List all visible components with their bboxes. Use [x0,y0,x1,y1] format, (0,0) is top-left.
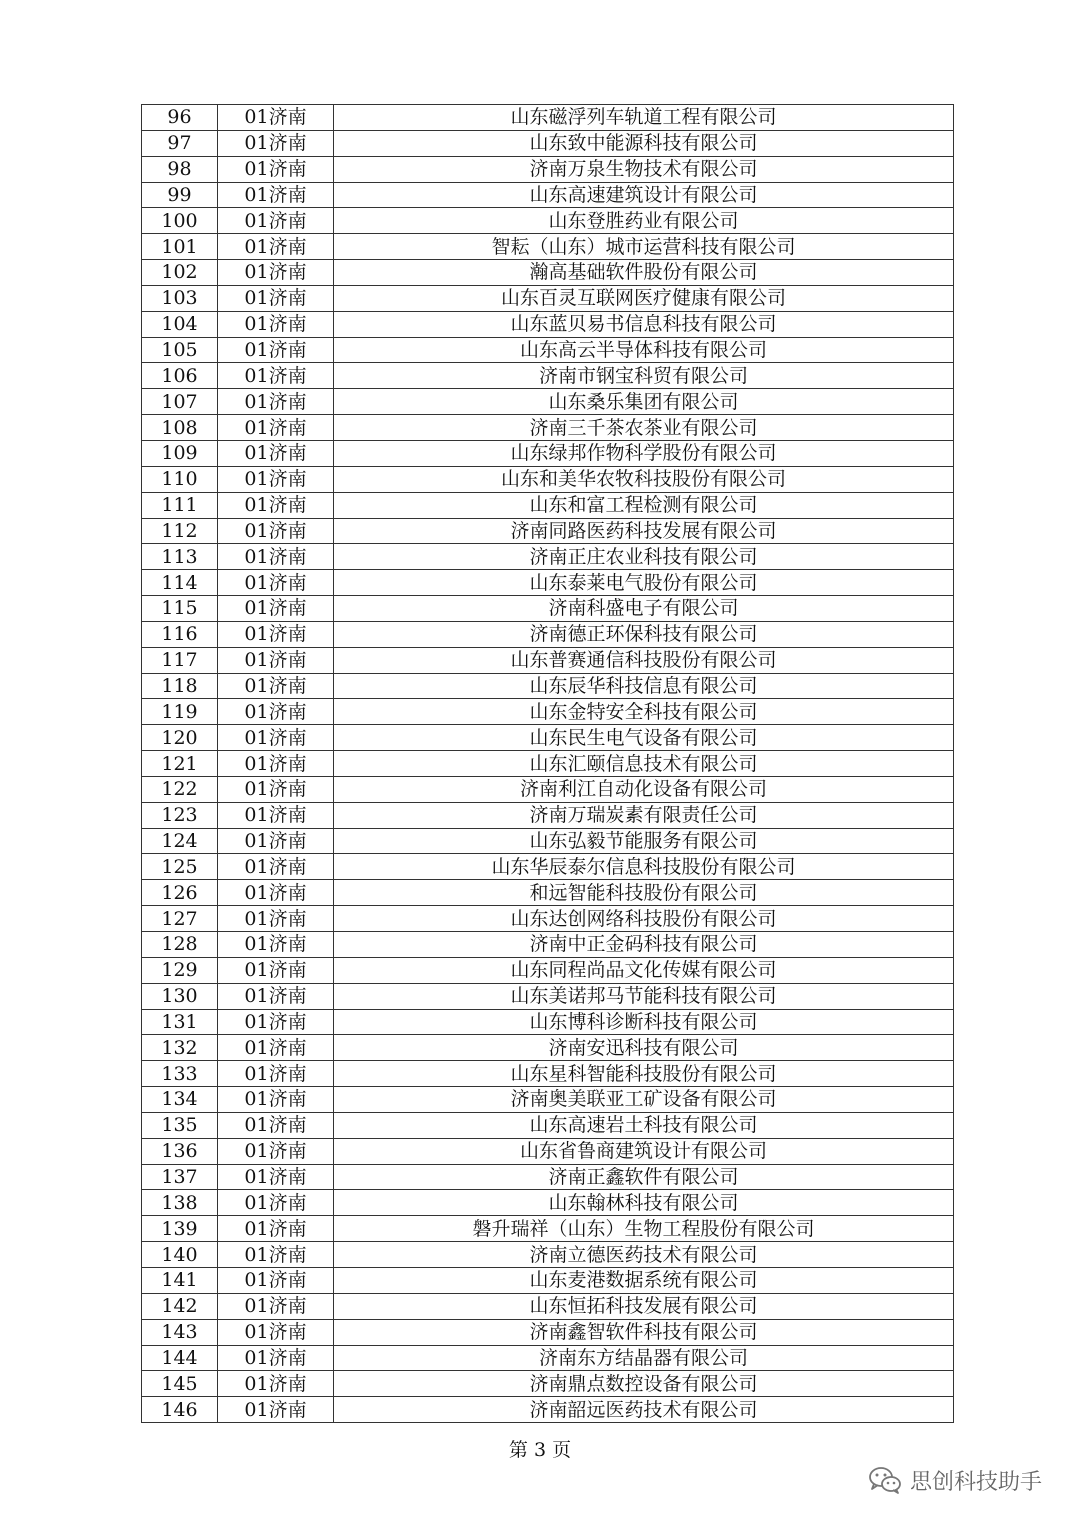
company-name-cell: 山东麦港数据系统有限公司 [334,1267,954,1293]
company-name-cell: 山东民生电气设备有限公司 [334,725,954,751]
table-row [142,673,954,699]
row-number-cell: 134 [142,1087,218,1113]
region-cell: 01济南 [218,1216,334,1242]
region-cell: 01济南 [218,466,334,492]
row-number-cell: 110 [142,466,218,492]
region-cell: 01济南 [218,544,334,570]
region-cell: 01济南 [218,699,334,725]
row-number-cell: 109 [142,440,218,466]
row-number-cell: 108 [142,415,218,441]
table-row [142,285,954,311]
company-name-cell: 济南正庄农业科技有限公司 [334,544,954,570]
region-cell: 01济南 [218,880,334,906]
table-row [142,1345,954,1371]
company-name-cell: 山东汇颐信息技术有限公司 [334,751,954,777]
table-row [142,596,954,622]
company-name-cell: 山东磁浮列车轨道工程有限公司 [334,105,954,131]
table-row [142,932,954,958]
company-name-cell: 山东高速岩土科技有限公司 [334,1112,954,1138]
region-cell: 01济南 [218,854,334,880]
row-number-cell: 123 [142,802,218,828]
region-cell: 01济南 [218,1035,334,1061]
company-name-cell: 山东登胜药业有限公司 [334,208,954,234]
row-number-cell: 137 [142,1164,218,1190]
row-number-cell: 142 [142,1293,218,1319]
company-name-cell: 山东恒拓科技发展有限公司 [334,1293,954,1319]
region-cell: 01济南 [218,130,334,156]
table-row [142,828,954,854]
row-number-cell: 131 [142,1009,218,1035]
table-row [142,1009,954,1035]
row-number-cell: 138 [142,1190,218,1216]
region-cell: 01济南 [218,260,334,286]
row-number-cell: 112 [142,518,218,544]
table-row [142,518,954,544]
row-number-cell: 135 [142,1112,218,1138]
company-name-cell: 山东金特安全科技有限公司 [334,699,954,725]
region-cell: 01济南 [218,802,334,828]
company-name-cell: 济南三千茶农茶业有限公司 [334,415,954,441]
company-name-cell: 瀚高基础软件股份有限公司 [334,260,954,286]
region-cell: 01济南 [218,285,334,311]
company-name-cell: 山东蓝贝易书信息科技有限公司 [334,311,954,337]
row-number-cell: 146 [142,1397,218,1423]
wechat-icon [868,1465,902,1495]
company-name-cell: 磐升瑞祥（山东）生物工程股份有限公司 [334,1216,954,1242]
company-name-cell: 济南安迅科技有限公司 [334,1035,954,1061]
table-row [142,570,954,596]
table-row [142,415,954,441]
company-name-cell: 山东高云半导体科技有限公司 [334,337,954,363]
table-row [142,544,954,570]
row-number-cell: 120 [142,725,218,751]
row-number-cell: 114 [142,570,218,596]
row-number-cell: 96 [142,105,218,131]
table-row [142,1035,954,1061]
row-number-cell: 129 [142,957,218,983]
region-cell: 01济南 [218,673,334,699]
region-cell: 01济南 [218,1061,334,1087]
company-name-cell: 济南立德医药技术有限公司 [334,1242,954,1268]
table-body [142,105,954,1423]
region-cell: 01济南 [218,440,334,466]
row-number-cell: 130 [142,983,218,1009]
table-row [142,389,954,415]
region-cell: 01济南 [218,570,334,596]
row-number-cell: 141 [142,1267,218,1293]
row-number-cell: 133 [142,1061,218,1087]
company-name-cell: 山东博科诊断科技有限公司 [334,1009,954,1035]
table-row [142,699,954,725]
row-number-cell: 126 [142,880,218,906]
region-cell: 01济南 [218,415,334,441]
row-number-cell: 101 [142,234,218,260]
region-cell: 01济南 [218,647,334,673]
region-cell: 01济南 [218,311,334,337]
company-name-cell: 和远智能科技股份有限公司 [334,880,954,906]
watermark [868,1462,1042,1498]
company-name-cell: 智耘（山东）城市运营科技有限公司 [334,234,954,260]
region-cell: 01济南 [218,1293,334,1319]
table-row [142,725,954,751]
region-cell: 01济南 [218,1267,334,1293]
region-cell: 01济南 [218,932,334,958]
table-row [142,751,954,777]
table-row [142,854,954,880]
company-name-cell: 济南德正环保科技有限公司 [334,621,954,647]
company-name-cell: 山东达创网络科技股份有限公司 [334,906,954,932]
table-row [142,621,954,647]
region-cell: 01济南 [218,1112,334,1138]
company-name-cell: 济南鑫智软件科技有限公司 [334,1319,954,1345]
company-name-cell: 山东华辰泰尔信息科技股份有限公司 [334,854,954,880]
region-cell: 01济南 [218,492,334,518]
company-name-cell: 山东桑乐集团有限公司 [334,389,954,415]
company-name-cell: 山东泰莱电气股份有限公司 [334,570,954,596]
region-cell: 01济南 [218,337,334,363]
table-row [142,337,954,363]
table-row [142,1087,954,1113]
table-row [142,880,954,906]
row-number-cell: 140 [142,1242,218,1268]
region-cell: 01济南 [218,105,334,131]
row-number-cell: 121 [142,751,218,777]
table-row [142,492,954,518]
table-row [142,1397,954,1423]
row-number-cell: 117 [142,647,218,673]
row-number-cell: 127 [142,906,218,932]
row-number-cell: 139 [142,1216,218,1242]
region-cell: 01济南 [218,389,334,415]
company-name-cell: 济南万泉生物技术有限公司 [334,156,954,182]
region-cell: 01济南 [218,208,334,234]
table-row [142,105,954,131]
row-number-cell: 122 [142,776,218,802]
company-list-table [141,104,954,1423]
company-name-cell: 济南正鑫软件有限公司 [334,1164,954,1190]
row-number-cell: 106 [142,363,218,389]
company-name-cell: 山东高速建筑设计有限公司 [334,182,954,208]
region-cell: 01济南 [218,156,334,182]
row-number-cell: 124 [142,828,218,854]
region-cell: 01济南 [218,776,334,802]
region-cell: 01济南 [218,751,334,777]
region-cell: 01济南 [218,182,334,208]
row-number-cell: 104 [142,311,218,337]
company-name-cell: 山东辰华科技信息有限公司 [334,673,954,699]
company-name-cell: 济南鼎点数控设备有限公司 [334,1371,954,1397]
company-name-cell: 济南韶远医药技术有限公司 [334,1397,954,1423]
region-cell: 01济南 [218,1138,334,1164]
table-row [142,234,954,260]
table-row [142,260,954,286]
region-cell: 01济南 [218,1087,334,1113]
row-number-cell: 119 [142,699,218,725]
company-name-cell: 山东绿邦作物科学股份有限公司 [334,440,954,466]
table-row [142,906,954,932]
row-number-cell: 99 [142,182,218,208]
region-cell: 01济南 [218,1397,334,1423]
table-row [142,130,954,156]
table-row [142,957,954,983]
table-row [142,1164,954,1190]
row-number-cell: 118 [142,673,218,699]
company-name-cell: 山东致中能源科技有限公司 [334,130,954,156]
row-number-cell: 111 [142,492,218,518]
row-number-cell: 145 [142,1371,218,1397]
region-cell: 01济南 [218,725,334,751]
company-name-cell: 济南利江自动化设备有限公司 [334,776,954,802]
region-cell: 01济南 [218,234,334,260]
page-number: 第 3 页 [508,1439,572,1461]
company-name-cell: 山东美诺邦马节能科技有限公司 [334,983,954,1009]
table-row [142,1112,954,1138]
table-row [142,1319,954,1345]
row-number-cell: 102 [142,260,218,286]
table-row [142,1242,954,1268]
row-number-cell: 100 [142,208,218,234]
table-row [142,983,954,1009]
row-number-cell: 128 [142,932,218,958]
row-number-cell: 105 [142,337,218,363]
company-name-cell: 山东和富工程检测有限公司 [334,492,954,518]
company-name-cell: 济南万瑞炭素有限责任公司 [334,802,954,828]
company-name-cell: 山东翰林科技有限公司 [334,1190,954,1216]
company-name-cell: 山东和美华农牧科技股份有限公司 [334,466,954,492]
table-row [142,1267,954,1293]
company-name-cell: 山东省鲁商建筑设计有限公司 [334,1138,954,1164]
region-cell: 01济南 [218,363,334,389]
row-number-cell: 113 [142,544,218,570]
table-row [142,440,954,466]
region-cell: 01济南 [218,1319,334,1345]
company-name-cell: 济南科盛电子有限公司 [334,596,954,622]
company-name-cell: 山东普赛通信科技股份有限公司 [334,647,954,673]
company-name-cell: 济南同路医药科技发展有限公司 [334,518,954,544]
table-row [142,776,954,802]
region-cell: 01济南 [218,596,334,622]
table-row [142,208,954,234]
company-name-cell: 山东弘毅节能服务有限公司 [334,828,954,854]
row-number-cell: 97 [142,130,218,156]
table-row [142,1061,954,1087]
table-row [142,363,954,389]
table-row [142,156,954,182]
table-row [142,1293,954,1319]
region-cell: 01济南 [218,906,334,932]
company-name-cell: 山东百灵互联网医疗健康有限公司 [334,285,954,311]
region-cell: 01济南 [218,621,334,647]
region-cell: 01济南 [218,518,334,544]
company-name-cell: 济南中正金码科技有限公司 [334,932,954,958]
region-cell: 01济南 [218,828,334,854]
row-number-cell: 107 [142,389,218,415]
row-number-cell: 143 [142,1319,218,1345]
row-number-cell: 116 [142,621,218,647]
row-number-cell: 125 [142,854,218,880]
table-row [142,466,954,492]
company-name-cell: 济南市钢宝科贸有限公司 [334,363,954,389]
region-cell: 01济南 [218,1009,334,1035]
company-name-cell: 济南奥美联亚工矿设备有限公司 [334,1087,954,1113]
table-row [142,1216,954,1242]
region-cell: 01济南 [218,957,334,983]
region-cell: 01济南 [218,1242,334,1268]
row-number-cell: 98 [142,156,218,182]
table-row [142,802,954,828]
table-row [142,311,954,337]
row-number-cell: 132 [142,1035,218,1061]
watermark-text: 思创科技助手 [909,1469,1042,1495]
region-cell: 01济南 [218,1190,334,1216]
table-row [142,1138,954,1164]
region-cell: 01济南 [218,1164,334,1190]
table-row [142,647,954,673]
table-row [142,182,954,208]
table-row [142,1190,954,1216]
row-number-cell: 144 [142,1345,218,1371]
company-name-cell: 山东星科智能科技股份有限公司 [334,1061,954,1087]
region-cell: 01济南 [218,1371,334,1397]
region-cell: 01济南 [218,1345,334,1371]
table-row [142,1371,954,1397]
company-name-cell: 济南东方结晶器有限公司 [334,1345,954,1371]
row-number-cell: 115 [142,596,218,622]
region-cell: 01济南 [218,983,334,1009]
row-number-cell: 136 [142,1138,218,1164]
row-number-cell: 103 [142,285,218,311]
company-name-cell: 山东同程尚品文化传媒有限公司 [334,957,954,983]
